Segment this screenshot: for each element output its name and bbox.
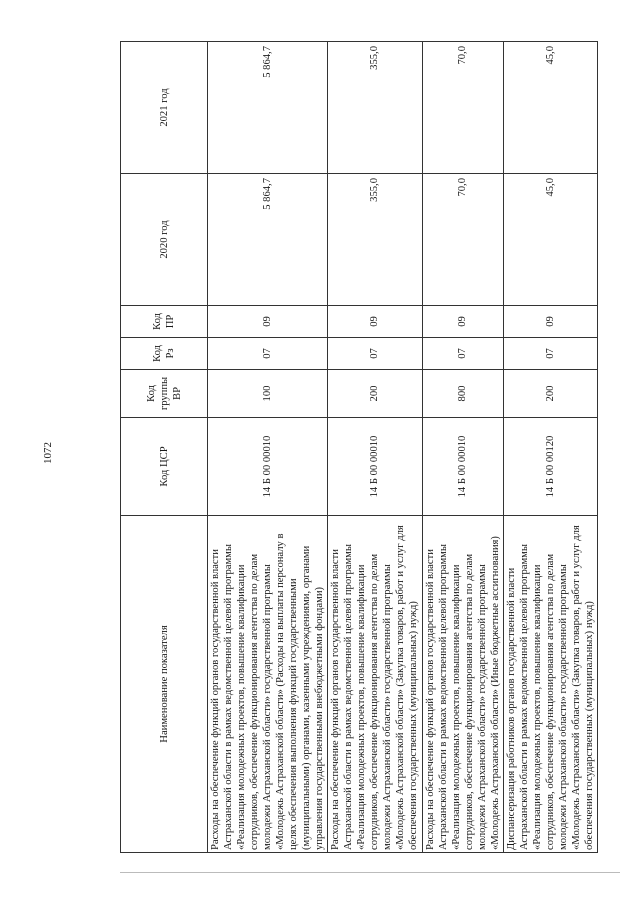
header-vr: Код группы ВР xyxy=(121,370,208,418)
row-2021: 5 864,7 xyxy=(208,42,328,174)
row-csr: 14 Б 00 00120 xyxy=(503,418,597,516)
row-2020: 355,0 xyxy=(328,174,422,306)
row-2021: 355,0 xyxy=(328,42,422,174)
row-name: Расходы на обеспечение функций органов государственной власти Астраханской области в рамках ведомственной целевой программы «Реализация молодежных проектов, повышение квалификации сотрудников, обеспечение функционирования агентства по делам молодежи Астраханской области» государственной программы «Молодежь Астраханской области» (Иные бюджетные ассигнования) xyxy=(422,516,503,853)
table-row xyxy=(328,42,422,853)
budget-table-container xyxy=(120,42,598,853)
row-vr: 100 xyxy=(208,370,328,418)
row-rz: 07 xyxy=(503,338,597,370)
header-2020: 2020 год xyxy=(121,174,208,306)
row-csr: 14 Б 00 00010 xyxy=(328,418,422,516)
row-pr: 09 xyxy=(328,306,422,338)
row-csr: 14 Б 00 00010 xyxy=(422,418,503,516)
row-pr: 09 xyxy=(422,306,503,338)
row-pr: 09 xyxy=(503,306,597,338)
table-header-row xyxy=(121,42,208,853)
header-name: Наименование показателя xyxy=(121,516,208,853)
row-name: Расходы на обеспечение функций органов государственной власти Астраханской области в рамках ведомственной целевой программы «Реализация молодежных проектов, повышение квалификации сотрудников, обеспечение функционирования агентства по делам молодежи Астраханской области» государственной программы «Молодежь Астраханской области» (Расходы на выплаты персоналу в целях обеспечения выполнения функций государственными (муниципальными) органами, казенными учреждениями, органами управления государственными внебюджетными фондами) xyxy=(208,516,328,853)
page-number: 1072 xyxy=(42,442,54,464)
row-2020: 70,0 xyxy=(422,174,503,306)
budget-table xyxy=(120,41,598,853)
row-vr: 200 xyxy=(328,370,422,418)
table-row xyxy=(208,42,328,853)
row-2020: 5 864,7 xyxy=(208,174,328,306)
row-vr: 200 xyxy=(503,370,597,418)
row-name: Расходы на обеспечение функций органов государственной власти Астраханской области в рамках ведомственной целевой программы «Реализация молодежных проектов, повышение квалификации сотрудников, обеспечение функционирования агентства по делам молодежи Астраханской области» государственной программы «Молодежь Астраханской области» (Закупка товаров, работ и услуг для обеспечения государственных (муниципальных) нужд) xyxy=(328,516,422,853)
row-name: Диспансеризация работников органов государственной власти Астраханской области в рамках ведомственной целевой программы «Реализация молодежных проектов, повышение квалификации сотрудников, обеспечение функционирования агентства по делам молодежи Астраханской области» государственной программы «Молодежь Астраханской области» (Закупка товаров, работ и услуг для обеспечения государственных (муниципальных) нужд) xyxy=(503,516,597,853)
row-2020: 45,0 xyxy=(503,174,597,306)
row-vr: 800 xyxy=(422,370,503,418)
header-rz: Код Рз xyxy=(121,338,208,370)
row-2021: 70,0 xyxy=(422,42,503,174)
table-row xyxy=(422,42,503,853)
row-rz: 07 xyxy=(328,338,422,370)
row-rz: 07 xyxy=(422,338,503,370)
row-csr: 14 Б 00 00010 xyxy=(208,418,328,516)
row-rz: 07 xyxy=(208,338,328,370)
header-csr: Код ЦСР xyxy=(121,418,208,516)
row-2021: 45,0 xyxy=(503,42,597,174)
row-pr: 09 xyxy=(208,306,328,338)
header-2021: 2021 год xyxy=(121,42,208,174)
page-bottom-rule xyxy=(120,872,620,873)
table-row xyxy=(503,42,597,853)
header-pr: Код ПР xyxy=(121,306,208,338)
